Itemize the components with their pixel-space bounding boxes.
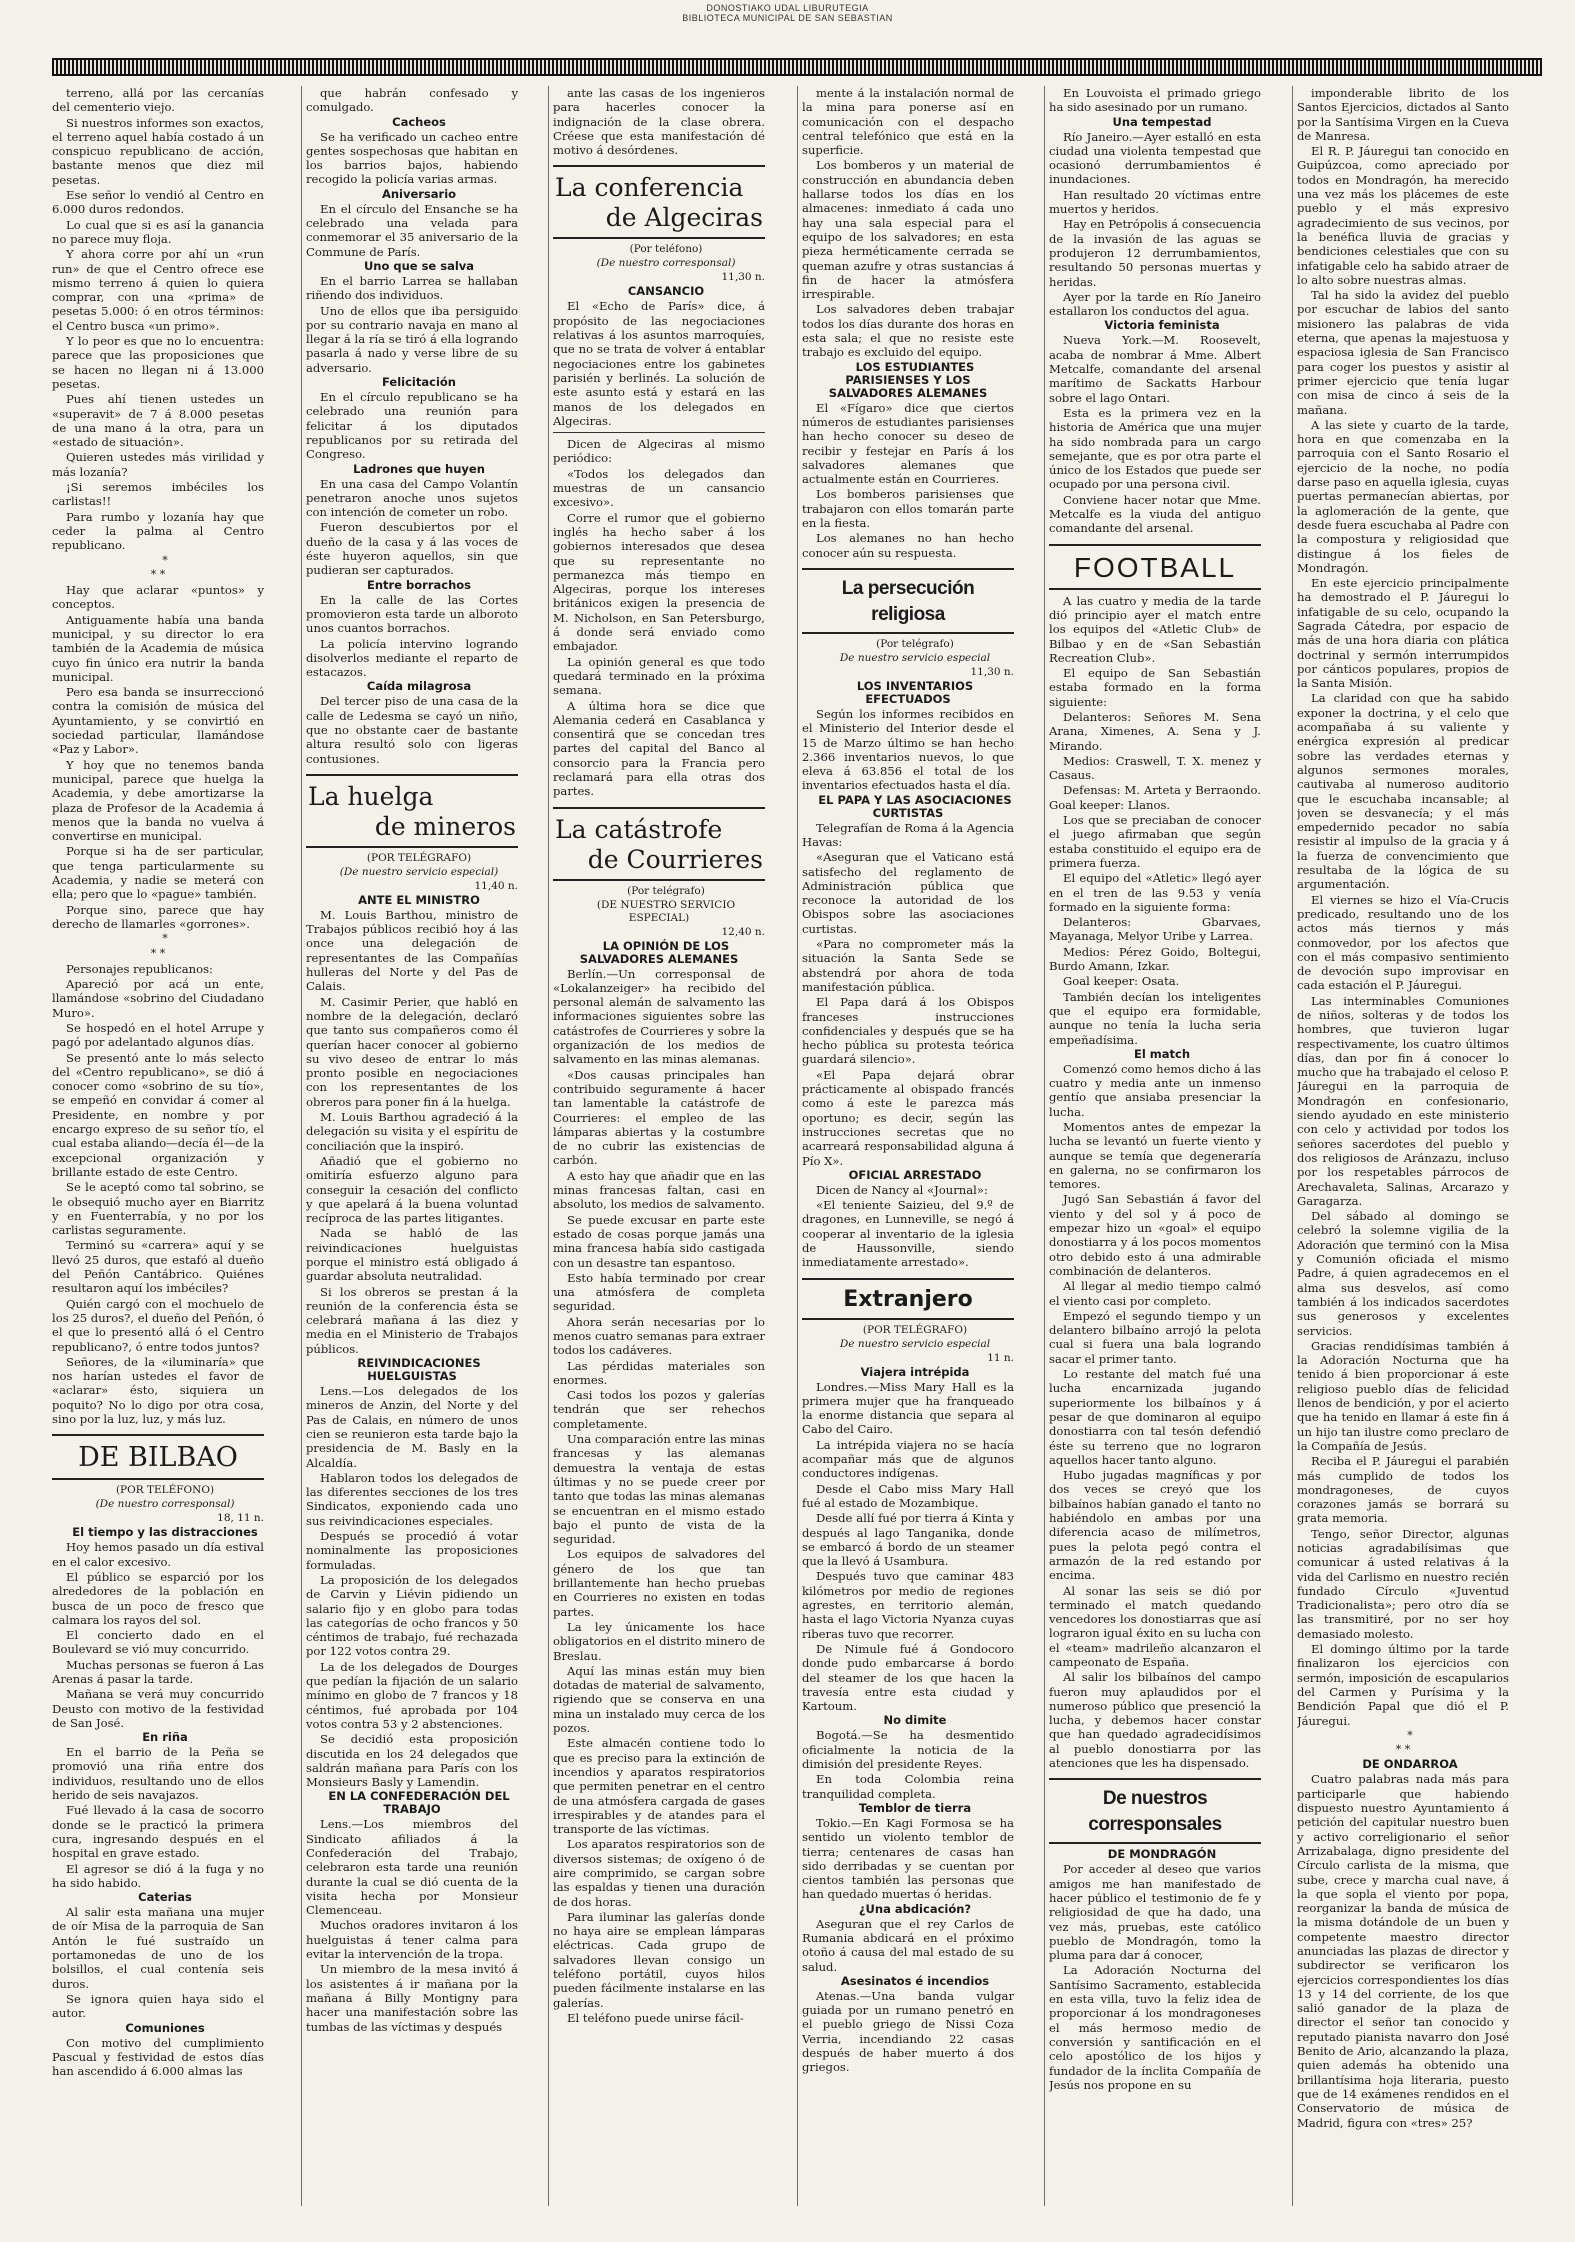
article-paragraph: Si los obreros se prestan á la reunión de la conferencia ésta se celebrará mañana á las diez y media en el Ministerio de Trabajos públicos. — [306, 1284, 518, 1356]
article-paragraph: Telegrafían de Roma á la Agencia Havas: — [802, 820, 1014, 849]
article-paragraph: «Para no comprometer más la situación la Santa Sede se abstendrá por ahora de toda manifestación pública. — [802, 937, 1014, 994]
article-headline: Caída milagrosa — [366, 679, 472, 694]
article-paragraph: Hablaron todos los delegados de las diferentes secciones de los tres Sindicatos, exponiendo cada uno sus reivindicaciones especiales. — [306, 1470, 518, 1528]
article-headline: DE ONDARROA — [1362, 1757, 1458, 1772]
article-headline: DE MONDRAGÓN — [1107, 1847, 1217, 1862]
article-paragraph: Bogotá.—Se ha desmentido oficialmente la noticia de la dimisión del presidente Reyes. — [802, 1728, 1014, 1772]
article-paragraph: Hay que aclarar «puntos» y conceptos. — [52, 583, 264, 612]
article-paragraph: Atenas.—Una banda vulgar guiada por un rumano penetró en el pueblo griego de Nissi Coza Verria, incendiando 22 casas después de haber muerto á dos griegos. — [802, 1988, 1014, 2075]
article-headline: EL PAPA Y LAS ASOCIACIONES CURTISTAS — [818, 792, 1012, 820]
section-title-line: de Courrieres — [587, 844, 763, 874]
dispatch-source: (De nuestro servicio especial) — [339, 865, 499, 878]
newspaper-column-5 — [1049, 86, 1261, 2206]
article-paragraph: Delanteros: Señores M. Sena Arana, Ximenes, A. Sena y J. Mirando. — [1049, 709, 1261, 753]
article-paragraph: A última hora se dice que Alemania cederá en Casablanca y consentirá que se concedan tres partes del capital del Banco al consorcio para la Francia pero reclamará para ella otras dos partes. — [553, 698, 765, 799]
article-headline: Aniversario — [381, 186, 457, 201]
article-paragraph: Casi todos los pozos y galerías tendrán que ser rehechos completamente. — [553, 1388, 765, 1431]
section-title-line: Extranjero — [843, 1286, 973, 1312]
article-paragraph: Nada se habló de las reivindicaciones huelguistas porque el ministro está obligado á guardar absoluta neutralidad. — [306, 1226, 518, 1284]
article-paragraph: La proposición de los delegados de Carvin y Liévin pidiendo un salario fijo y en globo para todas las categorías de ocho francos y 50 céntimos de trabajo, fué rechazada por 122 votos contra 29. — [306, 1572, 518, 1659]
article-paragraph: Las interminables Comuniones de niños, solteras y de todos los hombres, que tuvieron lugar respectivamente, los cuatro últimos días, dan por fin á conocer lo mucho que ha trabajado el celoso P. Jáuregui en la parroquia de Mondragón en confesionario, siendo ayudado en este ministerio con celo y actividad por todos los señores sacerdotes del pueblo y dos religiosos de Aránzazu, incluso por los respetables párrocos de Arechavaleta, Salinas, Arcarazo y Garagarza. — [1297, 993, 1509, 1208]
article-headline: Cacheos — [392, 114, 446, 129]
article-headline: El tiempo y las distracciones — [72, 1525, 258, 1540]
article-paragraph: El público se esparció por los alrededores de la población en busca de un poco de fresco que calmara los rayos del sol. — [52, 1569, 264, 1627]
article-headline: En riña — [142, 1730, 188, 1745]
article-paragraph: El domingo último por la tarde finalizaron los ejercicios con sermón, imposición de escapularios del Carmen y Purísima y la Bendición Papal que dió el P. Jáuregui. — [1297, 1642, 1509, 1728]
dispatch-credit: (Por teléfono) — [629, 243, 703, 256]
section-title — [802, 1278, 1014, 1320]
article-paragraph: Tal ha sido la avidez del pueblo por escuchar de labios del santo misionero las palabras de vida eterna, que apenas la majestuosa y espaciosa iglesia de San Francisco para coger los puestos y asistir al primer ejercicio que tenía lugar con misa de cinco á seis de la mañana. — [1297, 288, 1509, 417]
article-paragraph: Los bomberos parisienses que trabajaron con ellos tomarán parte en la fiesta. — [802, 487, 1014, 531]
article-paragraph: Porque si ha de ser particular, que tenga particularmente su Academia, y nadie se meterá con ella; pero que lo «pague» también. — [52, 844, 264, 902]
article-paragraph: Se ignora quien haya sido el autor. — [52, 1991, 264, 2021]
article-paragraph: Los que se preciaban de conocer el juego afirmaban que según estaba constituido el equipo era de primera fuerza. — [1049, 813, 1261, 870]
dispatch-credit: (Por telégrafo) — [627, 884, 705, 897]
article-paragraph: Hubo jugadas magníficas y por dos veces se creyó que los bilbaínos habían ganado el tanto no habiéndolo en ambas por una diferencia acaso de milímetros, pues la pelota pegó contra el armazón de la red estando por encima. — [1049, 1468, 1261, 1583]
article-paragraph: Lo restante del match fué una lucha encarnizada jugando superiormente los bilbaínos y á pesar de que dominaron al equipo donostiarra con tal tesón defendió éste su terreno que no lograron aquellos hacer tanto alguno. — [1049, 1367, 1261, 1467]
article-paragraph: El equipo del «Atletic» llegó ayer en el tren de las 9.53 y venía formado en la siguiente forma: — [1049, 871, 1261, 914]
dispatch-credit: (POR TELÉFONO) — [115, 1484, 215, 1497]
article-paragraph: Comenzó como hemos dicho á las cuatro y media ante un inmenso gentío que ansiaba presenciar la lucha. — [1049, 1061, 1261, 1119]
article-paragraph: Muchos oradores invitaron á los huelguistas á tener calma para evitar la intervención de la tropa. — [306, 1918, 518, 1962]
section-title-line: De nuestros corresponsales — [1088, 1788, 1222, 1836]
section-title — [306, 774, 518, 848]
article-paragraph: «Aseguran que el Vaticano está satisfecho del reglamento de Administración pública que reconoce la autoridad de los Obispos sobre las asociaciones curtistas. — [802, 850, 1014, 936]
article-paragraph: Medios: Craswell, T. X. menez y Casaus. — [1049, 753, 1261, 783]
article-headline: No dimite — [883, 1713, 947, 1728]
section-title-line: de mineros — [374, 811, 516, 841]
article-paragraph: La ley únicamente los hace obligatorios en el distrito minero de Breslau. — [553, 1619, 765, 1663]
article-paragraph: Dicen de Nancy al «Journal»: — [816, 1182, 988, 1197]
article-paragraph: El Papa dará á los Obispos franceses instrucciones confidenciales y después que se ha hecho pública su protesta teórica guardará silencio». — [802, 995, 1014, 1067]
article-paragraph: Han resultado 20 víctimas entre muertos y heridos. — [1049, 187, 1261, 217]
article-paragraph: En una casa del Campo Volantín penetraron anoche unos sujetos con intención de cometer un robo. — [306, 476, 518, 520]
article-paragraph: Defensas: M. Arteta y Berraondo. Goal keeper: Llanos. — [1049, 783, 1261, 812]
dispatch-credit: (POR TELÉGRAFO) — [862, 1323, 968, 1336]
article-paragraph: Señores, de la «iluminaría» que nos harían ustedes el favor de «aclarar» ésto, siquiera un poquito? No lo digo por otra cosa, sino por la luz, luz, y más luz. — [52, 1354, 264, 1427]
article-paragraph: Después se procedió á votar nominalmente las proposiciones formuladas. — [306, 1529, 518, 1572]
article-paragraph: En el barrio Larrea se hallaban riñendo dos individuos. — [306, 273, 518, 303]
dispatch-credit: (POR TELÉGRAFO) — [366, 851, 472, 864]
article-paragraph: Al salir esta mañana una mujer de oír Misa de la parroquia de San Antón le fué sustraído un portamonedas de uno de los bolsillos, el cual contenía seis duros. — [52, 1905, 264, 1991]
article-paragraph: Río Janeiro.—Ayer estalló en esta ciudad una violenta tempestad que ocasionó derrumbamientos é inundaciones. — [1049, 129, 1261, 187]
section-title — [1049, 544, 1261, 590]
article-paragraph: ¡Si seremos imbéciles los carlistas!! — [52, 480, 264, 509]
article-paragraph: Se le aceptó como tal sobrino, se le obsequió mucho ayer en Biarritz y en Fuenterrabía, y no por los carlistas seguramente. — [52, 1180, 264, 1238]
article-paragraph: El R. P. Jáuregui tan conocido en Guipúzcoa, como apreciado por todos en Mondragón, ha merecido una vez más los plácemes de este pueblo y el más expresivo agradecimiento de sus vecinos, por la benéfica lluvia de gracias y bendiciones celestiales que con su infatigable celo ha sabido atraer de lo alto sobre nuestras almas. — [1297, 144, 1509, 287]
article-paragraph: La claridad con que ha sabido exponer la doctrina, y el celo que acompañaba á su valiente y enérgica expresión al predicar sobre las verdades eternas y algunos sermones morales, cautivaba al numeroso auditorio que le escuchaba incansable; al joven se desvanecía; y el más empedernido pecador no sabía resistir al impulso de la gracia y á la fuerza de convencimiento que resultaba de la lógica de su argumentación. — [1297, 691, 1509, 892]
article-paragraph: Empezó el segundo tiempo y un delantero bilbaíno arrojó la pelota cual si fuera una bala logrando sacar el primer tanto. — [1049, 1308, 1261, 1366]
article-paragraph: Delanteros: Gbarvaes, Mayanaga, Melyor Uribe y Larrea. — [1049, 915, 1261, 944]
article-paragraph: M. Louis Barthou, ministro de Trabajos públicos recibió hoy á las once una delegación de representantes de las Compañías hulleras del Norte y del Pas de Calais. — [306, 907, 518, 994]
section-title — [1049, 1778, 1261, 1844]
section-title — [553, 165, 765, 239]
article-paragraph: Tokio.—En Kagi Formosa se ha sentido un violento temblor de tierra; centenares de casas han sido derribadas y se cuentan por cientos también las personas que han quedado muertas ó heridas. — [802, 1815, 1014, 1902]
article-paragraph: Fué llevado á la casa de socorro donde se le practicó la primera cura, ingresando después en el hospital en grave estado. — [52, 1803, 264, 1861]
column-separator — [1292, 86, 1293, 2206]
article-paragraph: Se presentó ante lo más selecto del «Centro republicano», se dió á conocer como «sobrino de su tío», se empeñó en convidar á comer al Presidente, en nombre y por encargo expreso de su señor tío, el cual estaba aliando—decía él—de la excepcional organización y brillante estado de este Centro. — [52, 1050, 264, 1179]
article-headline: El match — [1133, 1046, 1191, 1061]
article-paragraph: Pero esa banda se insurreccionó contra la comisión de música del Ayuntamiento, y se convirtió en sociedad particular, llamándose «Paz y Labor». — [52, 685, 264, 757]
article-paragraph: Del tercer piso de una casa de la calle de Ledesma se cayó un niño, que no obstante caer de bastante altura resultó solo con ligeras contusiones. — [306, 694, 518, 766]
article-paragraph: Muchas personas se fueron á Las Arenas á pasar la tarde. — [52, 1657, 264, 1686]
article-paragraph: La Adoración Nocturna del Santísimo Sacramento, establecida en esta villa, tuvo la feliz idea de proporcionar á los mondragoneses el más hermoso medio de conversión y santificación en el celo apostólico de los hijos y fundador de la ínclita Compañía de Jesús nos propone en su — [1049, 1963, 1261, 2092]
dispatch-credit: (Por telégrafo) — [876, 637, 954, 650]
article-paragraph: El equipo de San Sebastián estaba formado en la forma siguiente: — [1049, 666, 1261, 709]
article-paragraph: En Louvoista el primado griego ha sido asesinado por un rumano. — [1049, 86, 1261, 115]
article-paragraph: Esta es la primera vez en la historia de América que una mujer ha sido nombrada para un cargo semejante, que es por otra parte el único de los Estados que puede ser ocupado por una persona civil. — [1049, 405, 1261, 492]
article-paragraph: Por acceder al deseo que varios amigos me han manifestado de hacer público el testimonio de fe y religiosidad de que ha dado, una vez más, pruebas, este católico pueblo de Mondragón, tomo la pluma para dar á conocer, — [1049, 1862, 1261, 1963]
article-paragraph: «El Papa dejará obrar prácticamente al obispado francés como á este le parezca más oportuno; es decir, según las instrucciones secretas que no acarreará responsabilidad alguna á Pío X». — [802, 1067, 1014, 1168]
article-paragraph: El «Fígaro» dice que ciertos números de estudiantes parisienses han hecho conocer su deseo de recibir y festejar en París á los salvadores alemanes que actualmente están en Courrieres. — [802, 400, 1014, 487]
article-paragraph: Lens.—Los delegados de los mineros de Anzin, del Norte y del Pas de Calais, en número de unos cien se reunieron esta tarde bajo la presidencia de M. Basly en la Alcaldía. — [306, 1384, 518, 1470]
article-paragraph: Lens.—Los miembros del Sindicato afiliados á la Confederación del Trabajo, celebraron esta tarde una reunión durante la cual se dió cuenta de la visita hecha por Monsieur Clemenceau. — [306, 1817, 518, 1918]
article-paragraph: La opinión general es que todo quedará terminado en la próxima semana. — [553, 654, 765, 698]
dispatch-time: 12,40 n. — [721, 925, 765, 938]
archive-header-line-2: BIBLIOTECA MUNICIPAL DE SAN SEBASTIAN — [682, 13, 893, 23]
article-paragraph: Según los informes recibidos en el Ministerio del Interior desde el 15 de Marzo último se han hecho 2.366 inventarios nuevos, lo que eleva á 63.856 el total de los inventarios efectuados hasta el día. — [802, 706, 1014, 793]
article-paragraph: Y hoy que no tenemos banda municipal, parece que huelga la Academia, y debe amortizarse la plaza de Profesor de la Academia á menos que la banda no vuelva á convertirse en municipal. — [52, 757, 264, 844]
article-paragraph: El concierto dado en el Boulevard se vió muy concurrido. — [52, 1628, 264, 1657]
section-title-line: La persecución religiosa — [841, 577, 975, 625]
dispatch-time: 11,40 n. — [474, 879, 518, 892]
article-headline: EN LA CONFEDERACIÓN DEL TRABAJO — [328, 1789, 510, 1817]
article-headline: Ladrones que huyen — [353, 461, 485, 476]
asterism-separator: * * * — [150, 932, 168, 960]
article-paragraph: M. Louis Barthou agradeció á la delegación su visita y el espíritu de conciliación que la inspiró. — [306, 1110, 518, 1153]
article-headline: Uno que se salva — [363, 258, 475, 273]
divider-rule — [553, 432, 765, 433]
article-paragraph: Los salvadores deben trabajar todos los días durante dos horas en esta sala; el que no resiste este trabajo es excluido del equipo. — [802, 302, 1014, 360]
article-paragraph: Añadió que el gobierno no omitiría esfuerzo alguno para conseguir la cesación del conflicto y que apelará á la buena voluntad recíproca de las partes litigantes. — [306, 1153, 518, 1226]
article-paragraph: Tengo, señor Director, algunas noticias agradabilísimas que comunicar á usted relativas á la vida del Carlismo en nuestro recién fundado Círculo «Juventud Tradicionalista»; pero otro día se las transmitiré, por no ser hoy demasiado molesto. — [1297, 1526, 1509, 1641]
section-title-line: FOOTBALL — [1073, 551, 1237, 583]
article-paragraph: Berlín.—Un corresponsal de «Lokalanzeiger» ha recibido del personal alemán de salvamento las informaciones siguientes sobre las catástrofes de Courrieres y sobre la organización de los medios de salvamento en las minas alemanas. — [553, 966, 765, 1067]
article-paragraph: Antiguamente había una banda municipal, y su director lo era también de la Academia de música cuyo fin único era nutrir la banda municipal. — [52, 612, 264, 684]
article-paragraph: «Dos causas principales han contribuido seguramente á hacer tan lamentable la catástrofe de Courrieres: el empleo de las lámparas abiertas y la costumbre de no cubrir las existencias de carbón. — [553, 1067, 765, 1168]
article-paragraph: ante las casas de los ingenieros para hacerles conocer la indignación de la clase obrera. Créese que esta manifestación dé motivo á desórdenes. — [553, 86, 765, 158]
article-headline: LA OPINIÓN DE LOS SALVADORES ALEMANES — [579, 938, 739, 966]
article-paragraph: Londres.—Miss Mary Hall es la primera mujer que ha franqueado la enorme distancia que separa al Cabo del Cairo. — [802, 1379, 1014, 1437]
newspaper-column-6 — [1297, 86, 1509, 2206]
section-title — [553, 807, 765, 881]
article-paragraph: Las pérdidas materiales son enormes. — [553, 1358, 765, 1387]
ornamental-top-rule — [52, 58, 1542, 76]
article-headline: Felicitación — [382, 375, 456, 390]
dispatch-source: De nuestro servicio especial — [839, 651, 991, 664]
dispatch-credit: (DE NUESTRO SERVICIO ESPECIAL) — [596, 898, 736, 924]
archive-header-line-1: DONOSTIAKO UDAL LIBURUTEGIA — [706, 3, 869, 13]
article-paragraph: Los equipos de salvadores del género de los que tan brillantemente han hecho pruebas en Courrieres no existen en todas partes. — [553, 1547, 765, 1619]
article-headline: LOS INVENTARIOS EFECTUADOS — [856, 678, 974, 706]
asterism-separator: * * * — [1395, 1728, 1413, 1757]
article-paragraph: En este ejercicio principalmente ha demostrado el P. Jáuregui lo infatigable de su celo, ocupando la Sagrada Cátedra, por espacio de más de una hora diaria con plática doctrinal y sermón interrumpidos por cánticos populares, propios de la Santa Misión. — [1297, 576, 1509, 691]
dispatch-time: 11 n. — [987, 1351, 1014, 1364]
article-paragraph: Personajes republicanos: — [66, 961, 213, 976]
article-headline: Entre borrachos — [367, 577, 471, 592]
article-paragraph: Nueva York.—M. Roosevelt, acaba de nombrar á Mme. Albert Metcalfe, comandante del arsenal marítimo de Sackatts Harbour sobre el lago Ontari. — [1049, 333, 1261, 405]
article-paragraph: Al llegar al medio tiempo calmó el viento casi por completo. — [1049, 1279, 1261, 1308]
article-paragraph: Mañana se verá muy concurrido Deusto con motivo de la festividad de San José. — [52, 1687, 264, 1730]
article-headline: Asesinatos é incendios — [840, 1973, 990, 1988]
column-separator — [1044, 86, 1045, 2206]
article-paragraph: Hoy hemos pasado un día estival en el calor excesivo. — [52, 1540, 264, 1569]
article-paragraph: En la calle de las Cortes promovieron esta tarde un alboroto unos cuantos borrachos. — [306, 592, 518, 636]
article-headline: LOS ESTUDIANTES PARISIENSES Y LOS SALVADORES ALEMANES — [828, 359, 988, 400]
article-paragraph: Reciba el P. Jáuregui el parabién más cumplido de todos los mondragoneses, de cuyos corazones jamás se borrará su grata memoria. — [1297, 1454, 1509, 1526]
article-paragraph: A las siete y cuarto de la tarde, hora en que comenzaba en la parroquia con el Santo Rosario el ejercicio de la noche, no podía darse paso en aquella iglesia, cuyas puertas permanecían abiertas, por la aglomeración de la gente, que desde fuera escuchaba al Padre con la compostura y religiosidad que distingue á los fieles de Mondragón. — [1297, 417, 1509, 575]
article-paragraph: Y ahora corre por ahí un «run run» de que el Centro ofrece ese mismo terreno á quien lo quiera comprar, con una «prima» de pesetas 5.000: ó en otros términos: el Centro busca «un primo». — [52, 247, 264, 333]
article-paragraph: La policía intervino logrando disolverlos mediante el reparto de estacazos. — [306, 636, 518, 680]
dispatch-source: De nuestro servicio especial — [839, 1337, 991, 1350]
section-title — [802, 568, 1014, 634]
article-paragraph: Jugó San Sebastián á favor del viento y del sol y á poco de empezar hizo un «goal» el equipo donostiarra y á los pocos momentos otro debido esto á una admirable combinación de delanteros. — [1049, 1192, 1261, 1278]
article-headline: OFICIAL ARRESTADO — [848, 1167, 982, 1182]
section-title-line: La catástrofe — [555, 814, 723, 844]
newspaper-column-4 — [802, 86, 1014, 2206]
article-paragraph: Quieren ustedes más virilidad y más lozanía? — [52, 450, 264, 479]
newspaper-column-2 — [306, 86, 518, 2206]
dispatch-time: 18, 11 n. — [217, 1512, 264, 1525]
article-paragraph: Quién cargó con el mochuelo de los 25 duros?, el dueño del Peñón, ó el que lo presentó allá ó el Centro republicano?, ó entre todos juntos? — [52, 1296, 264, 1354]
article-paragraph: mente á la instalación normal de la mina para ponerse así en comunicación con el despacho central telefónico que está en la superficie. — [802, 86, 1014, 158]
article-paragraph: Se hospedó en el hotel Arrupe y pagó por adelantado algunos días. — [52, 1021, 264, 1050]
article-paragraph: M. Casimir Perier, que habló en nombre de la delegación, declaró que tanto sus compañeros como él querían hacer conocer al gobierno su vivo deseo de entrar lo más pronto posible en negociaciones con los representantes de los obreros para poner fin á la huelga. — [306, 994, 518, 1109]
article-paragraph: A esto hay que añadir que en las minas francesas faltan, casi en absoluto, los medios de salvamento. — [553, 1168, 765, 1212]
article-paragraph: Fueron descubiertos por el dueño de la casa y á las voces de éste huyeron aquellos, sin que pudieran ser capturados. — [306, 520, 518, 578]
article-paragraph: Después tuvo que caminar 483 kilómetros por medio de regiones agrestes, en territorio alemán, hasta el lago Victoria Nyanza cuyas riberas tuvo que recorrer. — [802, 1569, 1014, 1641]
article-paragraph: Un miembro de la mesa invitó á los asistentes á ir mañana por la mañana á Billy Montigny para hacer una manifestación sobre las tumbas de las víctimas y después — [306, 1962, 518, 2034]
article-paragraph: Con motivo del cumplimiento Pascual y festividad de estos días han ascendido á 6.000 almas las — [52, 2035, 264, 2079]
article-headline: Comuniones — [125, 2020, 205, 2035]
section-title-line: La conferencia — [555, 173, 744, 203]
article-paragraph: Se puede excusar en parte este estado de cosas porque jamás una mina francesa había sido castigada con un desastre tan espantoso. — [553, 1212, 765, 1270]
article-paragraph: En el círculo republicano se ha celebrado una reunión para felicitar á los diputados republicanos por su retirada del Congreso. — [306, 390, 518, 462]
article-paragraph: También decían los inteligentes que el equipo era formidable, aunque no tenía la lucha seria empeñadísima. — [1049, 989, 1261, 1047]
article-paragraph: Una comparación entre las minas francesas y las alemanas demuestra la ventaja de estas últimas y no se puede creer por tanto que todas las minas alemanas se encuentran en el mismo estado bajo el punto de vista de la seguridad. — [553, 1432, 765, 1547]
article-paragraph: Lo cual que si es así la ganancia no parece muy floja. — [52, 217, 264, 246]
article-paragraph: que habrán confesado y comulgado. — [306, 86, 518, 115]
article-paragraph: Desde el Cabo miss Mary Hall fué al estado de Mozambique. — [802, 1481, 1014, 1510]
article-headline: Temblor de tierra — [858, 1800, 972, 1815]
article-headline: CANSANCIO — [627, 284, 705, 299]
article-paragraph: Los aparatos respiratorios son de diversos sistemas; de oxígeno ó de aire comprimido, se cargan sobre las espaldas y tienen una duración de dos horas. — [553, 1837, 765, 1909]
article-headline: Viajera intrépida — [860, 1364, 970, 1379]
article-paragraph: De Nimule fué á Gondocoro donde pudo embarcarse á bordo del steamer de los que hacen la travesía entre esta ciudad y Kartoum. — [802, 1641, 1014, 1714]
article-paragraph: Al sonar las seis se dió por terminado el match quedando vencedores los donostiarras que así lograron igual éxito en su lucha con el «team» madrileño alcanzaron el campeonato de España. — [1049, 1583, 1261, 1669]
article-paragraph: Se decidió esta proposición discutida en los 24 delegados que saldrán mañana para París con los Monsieurs Basly y Lamendin. — [306, 1732, 518, 1790]
archive-header — [0, 3, 1575, 23]
article-paragraph: En el barrio de la Peña se promovió una riña entre dos individuos, resultando uno de ellos herido de seis navajazos. — [52, 1745, 264, 1803]
article-paragraph: Para rumbo y lozanía hay que ceder la palma al Centro republicano. — [52, 509, 264, 553]
newspaper-column-1 — [52, 86, 264, 2206]
article-headline: Victoria feminista — [1104, 318, 1220, 333]
column-separator — [797, 86, 798, 2206]
article-paragraph: «El teniente Saizieu, del 9.º de dragones, en Lunneville, se negó á cooperar al inventario de la iglesia de Haussonville, siendo inmediatamente arrestado». — [802, 1198, 1014, 1270]
article-paragraph: Pues ahí tienen ustedes un «superavit» de 7 á 8.000 pesetas de una mano á la otra, para un «estado de situación». — [52, 392, 264, 450]
article-paragraph: Corre el rumor que el gobierno inglés ha hecho saber á los gobiernos interesados que desea que su representante no permanezca más tiempo en Algeciras, porque los intereses británicos exigen la presencia de M. Nicholson, en San Petersburgo, á donde será enviado como embajador. — [553, 510, 765, 654]
article-paragraph: Aseguran que el rey Carlos de Rumania abdicará en el próximo otoño á causa del mal estado de su salud. — [802, 1916, 1014, 1974]
article-paragraph: Momentos antes de empezar la lucha se levantó un fuerte viento y aunque se temía que degeneraría en galerna, no se confirmaron los temores. — [1049, 1120, 1261, 1192]
column-separator — [548, 86, 549, 2206]
article-paragraph: Y lo peor es que no lo encuentra: parece que las proposiciones que se hacen no llegan ni á 13.000 pesetas. — [52, 334, 264, 391]
article-paragraph: «Todos los delegados dan muestras de un cansancio excesivo». — [553, 466, 765, 510]
article-paragraph: Desde allí fué por tierra á Kinta y después al lago Tanganika, donde se embarcó á bordo de un steamer que la llevó á Usambura. — [802, 1511, 1014, 1569]
article-paragraph: Dicen de Algeciras al mismo periódico: — [553, 437, 765, 466]
article-paragraph: Al salir los bilbaínos del campo fueron muy aplaudidos por el numeroso público que presenció la lucha, y debemos hacer constar que han quedado agradecidísimos al pueblo donostiarra por las atenciones que les ha dispensado. — [1049, 1670, 1261, 1771]
dispatch-time: 11,30 n. — [970, 665, 1014, 678]
article-paragraph: La intrépida viajera no se hacía acompañar más que de algunos conductores indígenas. — [802, 1437, 1014, 1481]
article-paragraph: El «Echo de París» dice, á propósito de las negociaciones relativas á los asuntos marroquíes, que no se trata de volver á entablar negociaciones entre los gabinetes parisién y berlinés. La solución de este asunto está y estará en las manos de los delegados en Algeciras. — [553, 299, 765, 428]
column-separator — [301, 86, 302, 2206]
article-paragraph: En el círculo del Ensanche se ha celebrado una velada para conmemorar el 35 aniversario de la Commune de París. — [306, 201, 518, 259]
article-headline: Caterias — [138, 1890, 192, 1905]
article-paragraph: Terminó su «carrera» aquí y se llevó 25 duros, que estafó al dueño del Peñón Cantábrico. Quiénes resultaron aquí los imbéciles? — [52, 1238, 264, 1296]
article-paragraph: Aquí las minas están muy bien dotadas de material de salvamento, rigiendo que se conserva en una mina un instalado muy cerca de los pozos. — [553, 1663, 765, 1736]
section-title-line: DE BILBAO — [78, 1442, 238, 1474]
article-headline: ANTE EL MINISTRO — [358, 892, 480, 907]
article-paragraph: En toda Colombia reina tranquilidad completa. — [802, 1772, 1014, 1801]
article-paragraph: El teléfono puede unirse fácil- — [567, 2010, 744, 2025]
article-paragraph: Los bomberos y un material de construcción en abundancia deben hallarse todos los días en los almacenes: inmediato á cada uno hay una sala especial para el equipo de los salvadores; en esta pieza herméticamente cerrada se queman azufre y otras sustancias á fin de hacer la atmósfera irrespirable. — [802, 158, 1014, 302]
article-paragraph: Medios: Pérez Goido, Boltegui, Burdo Amann, Izkar. — [1049, 944, 1261, 974]
article-paragraph: Ahora serán necesarias por lo menos cuatro semanas para extraer todos los cadáveres. — [553, 1314, 765, 1358]
newspaper-column-3 — [553, 86, 765, 2206]
section-title — [52, 1434, 264, 1480]
article-paragraph: Porque sino, parece que hay derecho de llamarles «gorrones». — [52, 902, 264, 931]
article-paragraph: imponderable librito de los Santos Ejercicios, dictados al Santo por la Santísima Virgen en la Cueva de Manresa. — [1297, 86, 1509, 143]
article-headline: ¿Una abdicación? — [858, 1901, 972, 1916]
article-paragraph: terreno, allá por las cercanías del cementerio viejo. — [52, 86, 264, 115]
article-paragraph: Del sábado al domingo se celebró la solemne vigilia de la Adoración que terminó con la Misa y Comunión oficiada el mismo Padre, á quien agradecemos en el alma sus desvelos, así como también á los indicados sacerdotes sus generosos y excelentes servicios. — [1297, 1209, 1509, 1338]
article-paragraph: Si nuestros informes son exactos, el terreno aquel había costado á un conspicuo republicano de acción, bastante menos que diez mil pesetas. — [52, 115, 264, 187]
article-paragraph: Hay en Petrópolis á consecuencia de la invasión de las aguas se produjeron 12 derrumbamientos, resultando 50 personas muertas y heridas. — [1049, 217, 1261, 289]
article-paragraph: Goal keeper: Osata. — [1063, 974, 1180, 989]
article-paragraph: Cuatro palabras nada más para participarle que habiendo dispuesto nuestro Ayuntamiento á petición del capitular nuestro buen y activo correligionario el señor Arrizabalaga, digno presidente del Círculo carlista de la misma, que sube, crece y marcha cual nave, á la que sopla el viento por popa, reorganizar la banda de música de la misma dotándole de un buen y competente maestro director anunciadas las plazas de director y subdirector se verificaron los ejercicios correspondientes los días 13 y 14 del corriente, de los que salió ganador de la plaza de director el señor tan conocido y reputado pianista navarro don José Benito de Ario, alcanzando la plaza, quien además ha obtenido una brillantísima hoja literaria, puesto que de 14 exámenes rendidos en el Conservatorio de música de Madrid, figura con «tres» 25? — [1297, 1772, 1509, 2130]
article-paragraph: La de los delegados de Dourges que pedían la fijación de un salario mínimo en globo de 7 francos y 18 céntimos, fué aprobada por 104 votos contra 53 y 2 abstenciones. — [306, 1659, 518, 1731]
section-title-line: de Algeciras — [605, 203, 763, 233]
dispatch-time: 11,30 n. — [721, 271, 765, 284]
article-paragraph: Gracias rendidísimas también á la Adoración Nocturna que ha tenido á bien proporcionar á este religioso pueblo días de felicidad llenos de bendición, y por el acierto que ha tenido en llamar á este fin á un hijo tan ilustre como preclaro de la Compañía de Jesús. — [1297, 1338, 1509, 1453]
dispatch-source: (De nuestro corresponsal) — [95, 1498, 235, 1511]
dispatch-source: (De nuestro corresponsal) — [596, 257, 736, 270]
article-paragraph: Ayer por la tarde en Río Janeiro estallaron los conductos del agua. — [1049, 289, 1261, 319]
article-paragraph: El viernes se hizo el Vía-Crucis predicado, resultando uno de los actos más tiernos y más conmovedor, por los afectos que con el más compasivo sentimiento de devoción supo improvisar en cada estación el P. Jáuregui. — [1297, 892, 1509, 993]
article-paragraph: Ese señor lo vendió al Centro en 6.000 duros redondos. — [52, 188, 264, 217]
article-paragraph: Los alemanes no han hecho conocer aún su respuesta. — [802, 531, 1014, 560]
article-paragraph: A las cuatro y media de la tarde dió principio ayer el match entre los equipos del «Atletic Club» de Bilbao y en de «San Sebastián Recreation Club». — [1049, 593, 1261, 665]
asterism-separator: * * * — [150, 553, 168, 581]
article-paragraph: Esto había terminado por crear una atmósfera de completa seguridad. — [553, 1270, 765, 1314]
article-headline: Una tempestad — [1112, 114, 1212, 129]
article-paragraph: Se ha verificado un cacheo entre gentes sospechosas que habitan en los barrios bajos, habiendo recogido la policía varias armas. — [306, 129, 518, 187]
article-paragraph: Conviene hacer notar que Mme. Metcalfe es la viuda del antiguo comandante del arsenal. — [1049, 492, 1261, 536]
article-paragraph: Para iluminar las galerías donde no haya aire se emplean lámparas eléctricas. Cada grupo de salvadores llevan consigo un teléfono portátil, cuyos hilos pueden fácilmente instalarse en las galerías. — [553, 1909, 765, 2010]
article-headline: REIVINDICACIONES HUELGUISTAS — [357, 1356, 481, 1384]
article-paragraph: Apareció por acá un ente, llamándose «sobrino del Ciudadano Muro». — [52, 977, 264, 1020]
article-paragraph: Este almacén contiene todo lo que es preciso para la extinción de incendios y aparatos respiratorios que permiten penetrar en el centro de una atmósfera cargada de gases irrespirables y de atandes para el transporte de las víctimas. — [553, 1736, 765, 1837]
article-paragraph: El agresor se dió á la fuga y no ha sido habido. — [52, 1861, 264, 1890]
section-title-line: La huelga — [308, 781, 434, 811]
article-paragraph: Uno de ellos que iba persiguido por su contrario navaja en mano al llegar á la ría se tiró á ella logrando pasarla á nado y verse libre de su adversario. — [306, 303, 518, 375]
